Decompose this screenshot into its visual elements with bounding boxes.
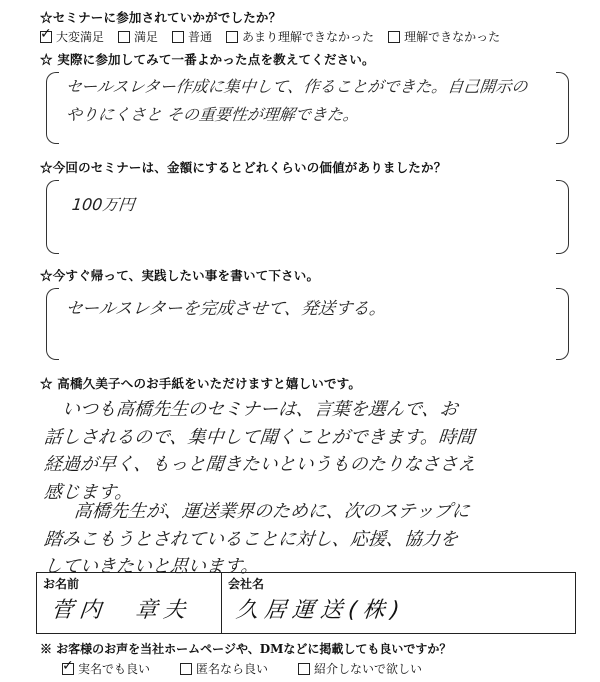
answer-bracket-left xyxy=(46,180,59,254)
letter-line: していきたいと思います。 xyxy=(43,556,260,577)
option-normal[interactable] xyxy=(172,28,212,45)
satisfaction-options xyxy=(40,28,514,45)
option-label: 実名でも良い xyxy=(78,662,151,676)
checkbox-checked-icon[interactable] xyxy=(40,31,52,43)
option-very-satisfied[interactable] xyxy=(40,28,104,45)
company-cell[interactable] xyxy=(222,573,576,634)
option-do-not-publish[interactable] xyxy=(298,660,422,677)
letter-line: 感じます。 xyxy=(43,481,134,503)
question-action: ☆今すぐ帰って、実践したい事を書いて下さい。 xyxy=(40,268,320,283)
publish-options xyxy=(62,660,452,677)
company-value: 久居運送(株) xyxy=(234,598,407,623)
option-label: 大変満足 xyxy=(56,30,105,44)
option-label: 普通 xyxy=(188,30,213,44)
handwritten-answer-line: やりにくさと その重要性が理解できた。 xyxy=(64,105,360,124)
letter-line: 経過が早く、もっと聞きたいというものたりなささえ xyxy=(43,454,477,475)
handwritten-answer-line: セールスレター作成に集中して、作ることができた。自己開示の xyxy=(64,77,529,96)
letter-line: 話しされるので、集中して聞くことができます。時間 xyxy=(43,426,476,448)
name-label: お名前 xyxy=(43,577,80,591)
option-label: 理解できなかった xyxy=(404,30,501,44)
option-label: 紹介しないで欲しい xyxy=(314,662,423,676)
name-value: 菅内 章夫 xyxy=(49,598,193,623)
letter-line: いつも高橋先生のセミナーは、言葉を選んで、お xyxy=(61,399,459,420)
question-value: ☆今回のセミナーは、金額にするとどれくらいの価値がありましたか？ xyxy=(40,160,447,175)
name-company-table xyxy=(36,572,576,634)
option-label: 匿名なら良い xyxy=(196,662,269,676)
option-label: あまり理解できなかった xyxy=(242,30,375,44)
checkbox-icon[interactable] xyxy=(226,31,238,43)
answer-bracket-right xyxy=(556,180,569,254)
answer-bracket-right xyxy=(556,288,569,360)
checkbox-icon[interactable] xyxy=(388,31,400,43)
checkbox-icon[interactable] xyxy=(180,663,192,675)
handwritten-value-answer: 100万円 xyxy=(70,195,136,214)
option-not-understood[interactable] xyxy=(388,28,500,45)
option-real-name-ok[interactable] xyxy=(62,660,150,677)
handwritten-letter xyxy=(44,396,564,581)
letter-line: 高橋先生が、運送業界のために、次のステップに xyxy=(73,501,471,522)
handwritten-action-answer: セールスレターを完成させて、発送する。 xyxy=(64,299,388,319)
company-label: 会社名 xyxy=(228,577,265,591)
name-cell[interactable] xyxy=(37,573,222,634)
checkbox-icon[interactable] xyxy=(172,31,184,43)
option-not-understood-much[interactable] xyxy=(226,28,374,45)
publish-consent-question: ※ お客様のお声を当社ホームページや、DMなどに掲載しても良いですか？ xyxy=(40,642,452,656)
question-satisfaction: ☆セミナーに参加されていかがでしたか？ xyxy=(40,10,282,25)
answer-bracket-right xyxy=(556,72,569,144)
option-label: 満足 xyxy=(134,30,159,44)
checkbox-checked-icon[interactable] xyxy=(62,663,74,675)
checkbox-icon[interactable] xyxy=(298,663,310,675)
question-best-point: ☆ 実際に参加してみて一番よかった点を教えてください。 xyxy=(40,52,375,67)
answer-bracket-left xyxy=(46,288,59,360)
checkbox-icon[interactable] xyxy=(118,31,130,43)
option-satisfied[interactable] xyxy=(118,28,158,45)
answer-bracket-left xyxy=(46,72,59,144)
option-anonymous-ok[interactable] xyxy=(180,660,268,677)
letter-line: 踏みこもうとされていることに対し、応援、協力を xyxy=(43,528,459,550)
question-letter: ☆ 高橋久美子へのお手紙をいただけますと嬉しいです。 xyxy=(40,376,362,391)
